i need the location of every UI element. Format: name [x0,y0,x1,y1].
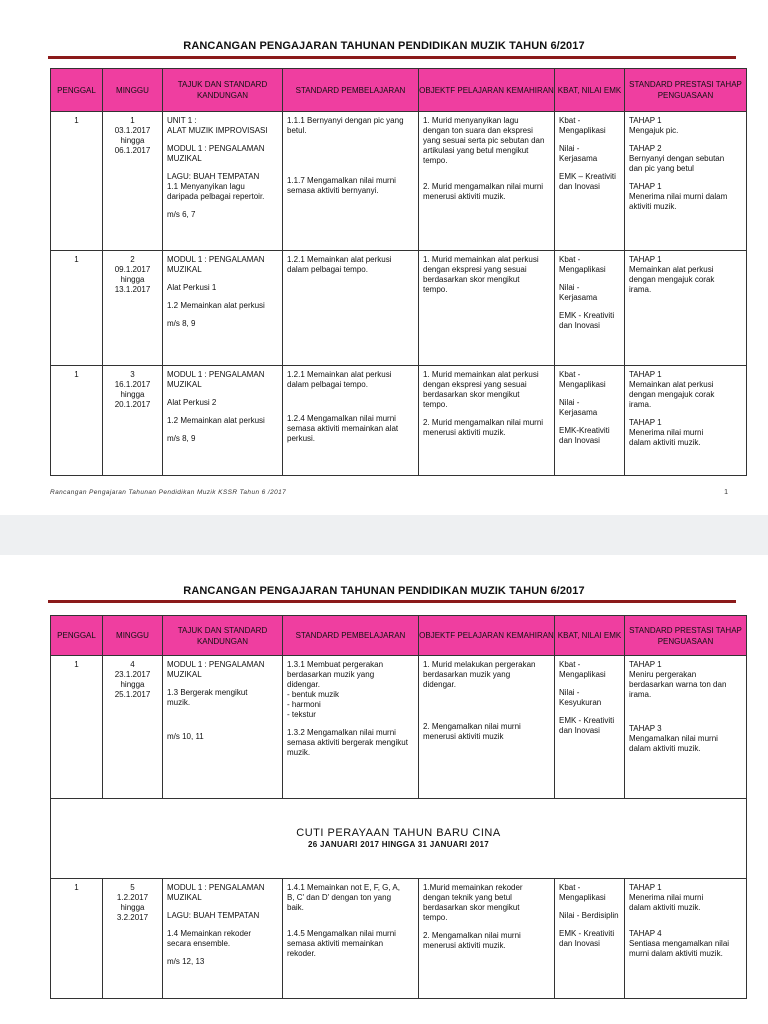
cell-line: TAHAP 1 [629,116,662,125]
holiday-row [51,799,747,879]
kbat-cell [555,112,624,196]
title-rule [48,600,736,603]
cell-line: Alat Perkusi 1 [167,283,217,292]
cell-line: menerusi aktiviti muzik. [423,941,506,950]
cell-line: 23.1.2017 [114,670,151,679]
cell-line: dengan ton suara dan ekspresi [423,126,533,135]
cell-line [287,390,414,398]
cell-line: berdasarkan muzik yang [287,670,375,679]
cell-line: hingga [120,275,145,284]
cell-line: berdasarkan skor mengikut [423,903,520,912]
cell-line: 2. Murid mengamalkan nilai murni [423,418,544,427]
cell-line: Mengaplikasi [559,126,606,135]
cell-line: - bentuk muzik [287,690,340,699]
cell-line [559,903,620,911]
cell-line: dengan mengajuk corak [629,390,715,399]
cell-line: hingga [120,903,145,912]
cell-line [629,913,742,921]
cell-line: m/s 12, 13 [167,957,205,966]
cell-line [559,303,620,311]
cell-line: semasa aktiviti memainkan alat [287,424,399,433]
minggu-cell [103,366,162,414]
prestasi-cell [625,366,746,452]
table-row [51,112,747,251]
cell-line: 09.1.2017 [114,265,151,274]
table-row [51,656,747,799]
cell-line: m/s 8, 9 [167,319,196,328]
cell-line: hingga [120,390,145,399]
header-kbat: KBAT, NILAI EMK [555,616,625,656]
cell-line: Nilai - [559,144,580,153]
kbat-cell [555,251,624,335]
cell-line: menerusi aktiviti muzik. [423,428,506,437]
cell-line: 06.1.2017 [114,146,151,155]
penggal-value: 1 [74,370,79,379]
cell-line: dan Inovasi [559,182,600,191]
cell-line: 2. Mengamalkan nilai murni [423,722,521,731]
minggu-cell [103,112,162,160]
cell-line: Memainkan alat perkusi [629,265,714,274]
cell-line: Sentiasa mengamalkan nilai [629,939,730,948]
header-minggu: MINGGU [103,69,163,112]
tajuk-cell [163,366,282,448]
cell-line: 1.2.1 Memainkan alat perkusi [287,370,392,379]
standard-cell [283,112,418,200]
cell-line: 3.2.2017 [116,913,149,922]
cell-line [167,921,278,929]
penggal-cell [51,366,102,384]
cell-line: TAHAP 4 [629,929,662,938]
cell-line: 2. Murid mengamalkan nilai murni [423,182,544,191]
header-tajuk: TAJUK DAN STANDARD KANDUNGAN [163,69,283,112]
cell-line [423,923,550,931]
cell-line: - tekstur [287,710,316,719]
objektif-cell [419,366,554,442]
cell-line: Memainkan alat perkusi [629,380,714,389]
cell-line: MODUL 1 : PENGALAMAN [167,660,265,669]
page-number: 1 [724,489,728,496]
plan-table [50,615,747,999]
cell-line [629,136,742,144]
cell-line: TAHAP 3 [629,724,662,733]
prestasi-cell [625,112,746,216]
penggal-cell [51,251,102,269]
cell-line: 1.3.2 Mengamalkan nilai murni [287,728,396,737]
prestasi-cell [625,656,746,758]
cell-line [559,136,620,144]
cell-line: irama. [629,690,652,699]
cell-line: 1. Murid memainkan alat perkusi [423,255,539,264]
cell-line [287,144,414,152]
cell-line: dan pic yang betul [629,164,694,173]
table-header-row [51,616,747,656]
cell-line: MODUL 1 : PENGALAMAN [167,255,265,264]
cell-line: 1.3.1 Membuat pergerakan [287,660,384,669]
cell-line: dalam aktiviti muzik. [629,744,701,753]
cell-line [167,408,278,416]
cell-line: 16.1.2017 [114,380,151,389]
cell-line: TAHAP 1 [629,182,662,191]
cell-line [423,174,550,182]
header-objektif: OBJEKTF PELAJARAN KEMAHIRAN [419,69,555,112]
cell-line [423,690,550,698]
standard-cell [283,251,418,279]
cell-line [167,164,278,172]
cell-line: dalam pelbagai tempo. [287,265,368,274]
cell-line [167,202,278,210]
cell-line: 1. Murid melakukan pergerakan [423,660,536,669]
cell-line: semasa aktiviti memainkan [287,939,384,948]
cell-line: perkusi. [287,434,316,443]
cell-line: Kesyukuran [559,698,602,707]
cell-line [559,680,620,688]
cell-line [287,720,414,728]
cell-line: 1.3 Bergerak mengikut [167,688,248,697]
header-penggal: PENGGAL [51,616,103,656]
objektif-cell [419,656,554,746]
cell-line: Alat Perkusi 2 [167,398,217,407]
cell-line: 1.2 Memainkan alat perkusi [167,416,265,425]
cell-line: 2 [130,255,135,264]
standard-cell [283,656,418,762]
cell-line: 25.1.2017 [114,690,151,699]
cell-line: berdasarkan skor mengikut [423,275,520,284]
cell-line [167,903,278,911]
cell-line: Mengajuk pic. [629,126,679,135]
penggal-value: 1 [74,660,79,669]
minggu-cell [103,879,162,927]
header-kbat: KBAT, NILAI EMK [555,69,625,112]
cell-line [559,418,620,426]
cell-line: yang sesuai serta pic sebutan dan [423,136,545,145]
cell-line: dengan ekspresi yang sesuai [423,380,527,389]
cell-line [167,708,278,716]
page-gap [0,515,768,555]
kbat-cell [555,879,624,953]
cell-line: 1.2.4 Mengamalkan nilai murni [287,414,396,423]
cell-line [167,311,278,319]
cell-line: tempo. [423,913,448,922]
cell-line: menerusi aktiviti muzik. [423,192,506,201]
cell-line: Nilai - [559,688,580,697]
minggu-cell [103,656,162,704]
cell-line: EMK – Kreativiti [559,172,616,181]
header-minggu: MINGGU [103,616,163,656]
cell-line: EMK - Kreativiti [559,716,615,725]
cell-line [629,700,742,708]
cell-line: 5 [130,883,135,892]
cell-line: dan Inovasi [559,726,600,735]
holiday-dates: 26 JANUARI 2017 HINGGA 31 JANUARI 2017 [308,839,489,849]
tajuk-cell [163,251,282,333]
cell-line: Nilai - Berdisiplin [559,911,619,920]
cell-line: 1.1 Menyanyikan lagu [167,182,245,191]
cell-line: Bernyanyi dengan sebutan [629,154,725,163]
cell-line [287,913,414,921]
cell-line [167,949,278,957]
cell-line: Kbat - [559,255,581,264]
cell-line: artikulasi yang betul mengikut [423,146,529,155]
cell-line: TAHAP 1 [629,660,662,669]
cell-line: Kerjasama [559,154,598,163]
cell-line [629,708,742,716]
cell-line: dan Inovasi [559,939,600,948]
cell-line [287,406,414,414]
cell-line [423,714,550,722]
cell-line: UNIT 1 : [167,116,197,125]
table-row [51,251,747,366]
page-title: RANCANGAN PENGAJARAN TAHUNAN PENDIDIKAN MUZIK TAHUN 6/2017 [183,40,585,52]
cell-line [559,164,620,172]
cell-line: - harmoni [287,700,321,709]
plan-table [50,68,747,476]
cell-line: didengar. [423,680,456,689]
header-standard: STANDARD PEMBELAJARAN [283,69,419,112]
cell-line: 03.1.2017 [114,126,151,135]
cell-line: TAHAP 1 [629,370,662,379]
penggal-cell [51,879,102,897]
objektif-cell [419,879,554,955]
cell-line [629,716,742,724]
cell-line: 1.Murid memainkan rekoder [423,883,523,892]
cell-line [423,706,550,714]
cell-line: 3 [130,370,135,379]
cell-line: LAGU: BUAH TEMPATAN [167,911,260,920]
cell-line: EMK - Kreativiti [559,311,615,320]
cell-line [423,698,550,706]
cell-line: muzik. [167,698,191,707]
cell-line: Kbat - [559,116,581,125]
cell-line [287,921,414,929]
minggu-cell [103,251,162,299]
cell-line: Kerjasama [559,408,598,417]
cell-line: murni dalam aktiviti muzik. [629,949,723,958]
cell-line: 1.2 Memainkan alat perkusi [167,301,265,310]
cell-line: MUZIKAL [167,893,202,902]
cell-line: Kbat - [559,883,581,892]
cell-line [167,724,278,732]
cell-line [559,921,620,929]
penggal-cell [51,656,102,674]
cell-line: dengan ekspresi yang sesuai [423,265,527,274]
cell-line: muzik. [287,748,311,757]
cell-line [287,398,414,406]
penggal-cell [51,112,102,130]
cell-line: didengar. [287,680,320,689]
tajuk-cell [163,656,282,746]
cell-line [423,410,550,418]
cell-line: Kerjasama [559,293,598,302]
cell-line: dalam pelbagai tempo. [287,380,368,389]
penggal-value: 1 [74,883,79,892]
cell-line [287,136,414,144]
cell-line: MUZIKAL [167,265,202,274]
title-rule [48,56,736,59]
cell-line: MUZIKAL [167,154,202,163]
cell-line [167,136,278,144]
cell-line: MODUL 1 : PENGALAMAN [167,370,265,379]
cell-line: 2. Mengamalkan nilai murni [423,931,521,940]
cell-line: MODUL 1 : PENGALAMAN [167,883,265,892]
cell-line: 1.1.7 Mengamalkan nilai murni [287,176,396,185]
cell-line [167,716,278,724]
cell-line: 1.1.1 Bernyanyi dengan pic yang [287,116,404,125]
cell-line: dan Inovasi [559,436,600,445]
cell-line: m/s 10, 11 [167,732,204,741]
header-prestasi: STANDARD PRESTASI TAHAP PENGUASAAN [625,69,747,112]
cell-line: Mengaplikasi [559,670,606,679]
cell-line: tempo. [423,156,448,165]
cell-line: berdasarkan skor mengikut [423,390,520,399]
cell-line: MUZIKAL [167,670,202,679]
cell-line [629,410,742,418]
cell-line: hingga [120,680,145,689]
cell-line: m/s 8, 9 [167,434,196,443]
header-penggal: PENGGAL [51,69,103,112]
cell-line: 1.2.2017 [116,893,149,902]
cell-line: dalam aktiviti muzik. [629,438,701,447]
penggal-value: 1 [74,255,79,264]
cell-line [287,160,414,168]
cell-line: TAHAP 2 [629,144,662,153]
cell-line: menerusi aktiviti muzik [423,732,504,741]
objektif-cell [419,251,554,299]
cell-line: Menerima nilai murni dalam [629,192,728,201]
penggal-value: 1 [74,116,79,125]
cell-line: Mengaplikasi [559,380,606,389]
cell-line: rekoder. [287,949,316,958]
cell-line [167,275,278,283]
cell-line: EMK-Kreativiti [559,426,610,435]
cell-line: Mengamalkan nilai murni [629,734,718,743]
cell-line: Kbat - [559,660,581,669]
cell-line: secara ensemble. [167,939,231,948]
table-row [51,366,747,476]
cell-line [559,708,620,716]
cell-line: tempo. [423,285,448,294]
cell-line: 1.4.1 Memainkan not E, F, G, A, [287,883,400,892]
cell-line: 13.1.2017 [114,285,151,294]
kbat-cell [555,366,624,450]
holiday-title: CUTI PERAYAAN TAHUN BARU CINA [296,826,501,839]
cell-line: Mengaplikasi [559,893,606,902]
prestasi-cell [625,251,746,299]
cell-line: 20.1.2017 [114,400,151,409]
cell-line: ALAT MUZIK IMPROVISASI [167,126,268,135]
cell-line: betul. [287,126,307,135]
cell-line: TAHAP 1 [629,883,662,892]
cell-line: Nilai - [559,283,580,292]
cell-line [167,680,278,688]
kbat-cell [555,656,624,740]
cell-line: 1.4 Memainkan rekoder [167,929,252,938]
cell-line: Mengaplikasi [559,265,606,274]
tajuk-cell [163,112,282,224]
cell-line: dan Inovasi [559,321,600,330]
cell-line: aktiviti muzik. [629,202,677,211]
cell-line: 1. Murid menyanyikan lagu [423,116,519,125]
header-prestasi: STANDARD PRESTASI TAHAP PENGUASAAN [625,616,747,656]
cell-line: hingga [120,136,145,145]
prestasi-cell [625,879,746,963]
cell-line [287,168,414,176]
standard-cell [283,366,418,448]
cell-line: Meniru pergerakan [629,670,697,679]
cell-line [559,275,620,283]
cell-line: TAHAP 1 [629,418,662,427]
cell-line: MUZIKAL [167,380,202,389]
cell-line: tempo. [423,400,448,409]
page-2 [0,555,768,1024]
cell-line [559,390,620,398]
cell-line [423,166,550,174]
cell-line: Kbat - [559,370,581,379]
standard-cell [283,879,418,963]
cell-line: LAGU: BUAH TEMPATAN [167,172,260,181]
cell-line: MODUL 1 : PENGALAMAN [167,144,265,153]
cell-line: daripada pelbagai repertoir. [167,192,265,201]
cell-line: semasa aktiviti bergerak mengikut [287,738,408,747]
cell-line: 1.2.1 Memainkan alat perkusi [287,255,392,264]
cell-line: 1.4.5 Mengamalkan nilai murni [287,929,396,938]
cell-line: 1. Murid memainkan alat perkusi [423,370,539,379]
cell-line [167,293,278,301]
cell-line: dengan mengajuk corak [629,275,715,284]
cell-line: m/s 6, 7 [167,210,196,219]
cell-line: EMK - Kreativiti [559,929,615,938]
cell-line: dengan teknik yang betul [423,893,512,902]
cell-line: semasa aktiviti bernyanyi. [287,186,379,195]
objektif-cell [419,112,554,206]
cell-line: Menerima nilai murni [629,893,704,902]
cell-line: irama. [629,400,652,409]
cell-line [287,152,414,160]
tajuk-cell [163,879,282,971]
cell-line: berdasarkan muzik yang [423,670,511,679]
table-header-row [51,69,747,112]
header-standard: STANDARD PEMBELAJARAN [283,616,419,656]
cell-line: 1 [130,116,135,125]
page-title: RANCANGAN PENGAJARAN TAHUNAN PENDIDIKAN MUZIK TAHUN 6/2017 [183,585,585,597]
header-objektif: OBJEKTF PELAJARAN KEMAHIRAN [419,616,555,656]
header-tajuk: TAJUK DAN STANDARD KANDUNGAN [163,616,283,656]
cell-line: baik. [287,903,304,912]
cell-line: 4 [130,660,135,669]
cell-line [167,426,278,434]
cell-line: dalam aktiviti muzik. [629,903,701,912]
cell-line [629,921,742,929]
cell-line: Menerima nilai murni [629,428,704,437]
cell-line: irama. [629,285,652,294]
table-row [51,879,747,999]
cell-line: B, C' dan D' dengan ton yang [287,893,392,902]
cell-line [167,390,278,398]
cell-line: Nilai - [559,398,580,407]
cell-line: berdasarkan warna ton dan [629,680,727,689]
cell-line: TAHAP 1 [629,255,662,264]
cell-line [629,174,742,182]
footer-text: Rancangan Pengajaran Tahunan Pendidikan Muzik KSSR Tahun 6 /2017 [50,489,287,496]
